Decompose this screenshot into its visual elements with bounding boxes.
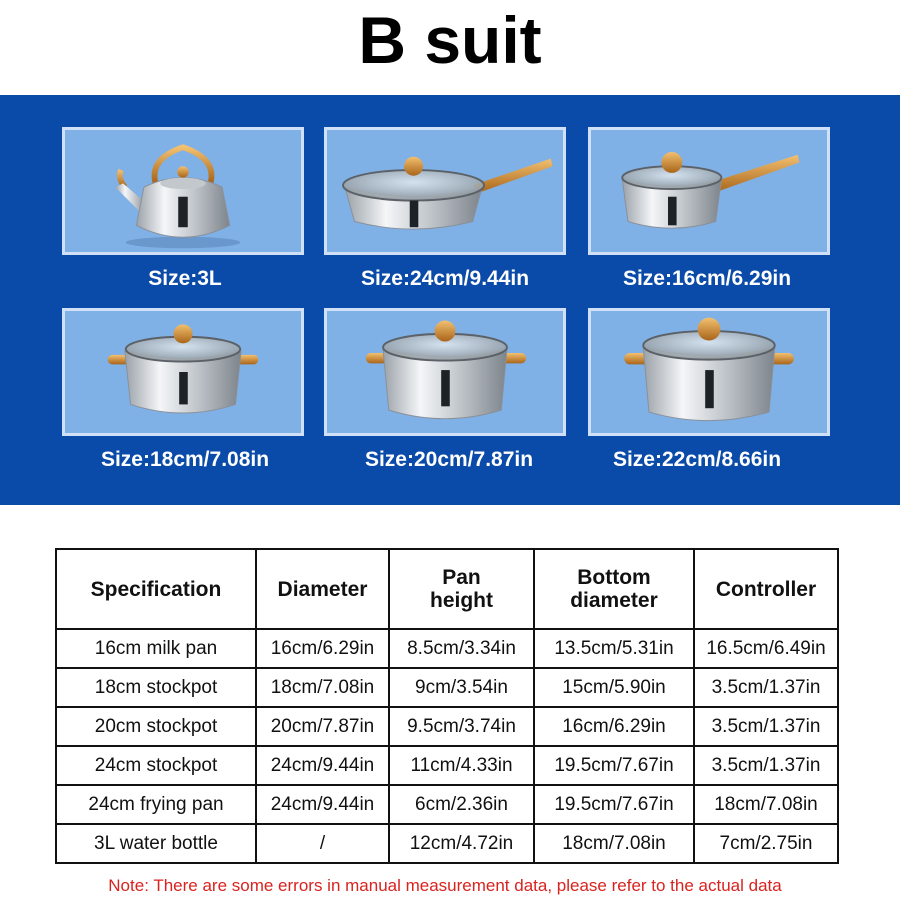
- table-header-row: [56, 549, 838, 629]
- table-cell: 19.5cm/7.67in: [534, 785, 694, 824]
- table-cell: 6cm/2.36in: [389, 785, 534, 824]
- page-title: B suit: [358, 3, 542, 77]
- table-cell: 16.5cm/6.49in: [694, 629, 838, 668]
- table-cell: 9cm/3.54in: [389, 668, 534, 707]
- table-cell: 19.5cm/7.67in: [534, 746, 694, 785]
- column-header: Pan height: [389, 549, 534, 629]
- stockpot-icon: [65, 311, 301, 433]
- table-cell: 18cm stockpot: [56, 668, 256, 707]
- table-cell: 8.5cm/3.34in: [389, 629, 534, 668]
- table-cell: 16cm/6.29in: [256, 629, 389, 668]
- table-row: [56, 629, 838, 668]
- table-row: [56, 746, 838, 785]
- table-cell: 3.5cm/1.37in: [694, 668, 838, 707]
- table-row: [56, 785, 838, 824]
- table-cell: 3L water bottle: [56, 824, 256, 863]
- product-card-stockpot-22: [588, 308, 830, 436]
- table-cell: 20cm/7.87in: [256, 707, 389, 746]
- milk-pan-icon: [591, 130, 827, 252]
- table-cell: 3.5cm/1.37in: [694, 746, 838, 785]
- table-cell: 9.5cm/3.74in: [389, 707, 534, 746]
- size-label: Size:18cm/7.08in: [100, 448, 270, 471]
- table-cell: 15cm/5.90in: [534, 668, 694, 707]
- column-header: Diameter: [256, 549, 389, 629]
- table-cell: 24cm frying pan: [56, 785, 256, 824]
- table-cell: 11cm/4.33in: [389, 746, 534, 785]
- size-label: Size:16cm/6.29in: [622, 267, 792, 290]
- specification-table: [55, 548, 839, 864]
- size-label: Size:3L: [148, 267, 222, 290]
- table-cell: 24cm/9.44in: [256, 785, 389, 824]
- table-cell: 13.5cm/5.31in: [534, 629, 694, 668]
- table-cell: 12cm/4.72in: [389, 824, 534, 863]
- frying-pan-icon: [327, 130, 563, 252]
- product-panel: [0, 95, 900, 505]
- table-cell: /: [256, 824, 389, 863]
- size-label: Size:24cm/9.44in: [360, 267, 530, 290]
- product-card-frying-pan: [324, 127, 566, 255]
- product-card-stockpot-18: [62, 308, 304, 436]
- table-cell: 16cm/6.29in: [534, 707, 694, 746]
- product-card-stockpot-20: [324, 308, 566, 436]
- table-cell: 3.5cm/1.37in: [694, 707, 838, 746]
- product-card-kettle: [62, 127, 304, 255]
- column-header: Controller: [694, 549, 838, 629]
- table-cell: 24cm stockpot: [56, 746, 256, 785]
- table-cell: 18cm/7.08in: [534, 824, 694, 863]
- kettle-icon: [65, 130, 301, 252]
- stockpot-icon: [327, 311, 563, 433]
- product-card-milk-pan: [588, 127, 830, 255]
- table-cell: 18cm/7.08in: [256, 668, 389, 707]
- table-cell: 20cm stockpot: [56, 707, 256, 746]
- table-cell: 24cm/9.44in: [256, 746, 389, 785]
- table-cell: 7cm/2.75in: [694, 824, 838, 863]
- column-header: Bottom diameter: [534, 549, 694, 629]
- column-header: Specification: [56, 549, 256, 629]
- size-label: Size:20cm/7.87in: [364, 448, 534, 471]
- table-row: [56, 824, 838, 863]
- table-cell: 16cm milk pan: [56, 629, 256, 668]
- size-label: Size:22cm/8.66in: [612, 448, 782, 471]
- table-cell: 18cm/7.08in: [694, 785, 838, 824]
- table-row: [56, 668, 838, 707]
- stockpot-icon: [591, 311, 827, 433]
- measurement-note: Note: There are some errors in manual measurement data, please refer to the actual data: [108, 876, 782, 895]
- table-row: [56, 707, 838, 746]
